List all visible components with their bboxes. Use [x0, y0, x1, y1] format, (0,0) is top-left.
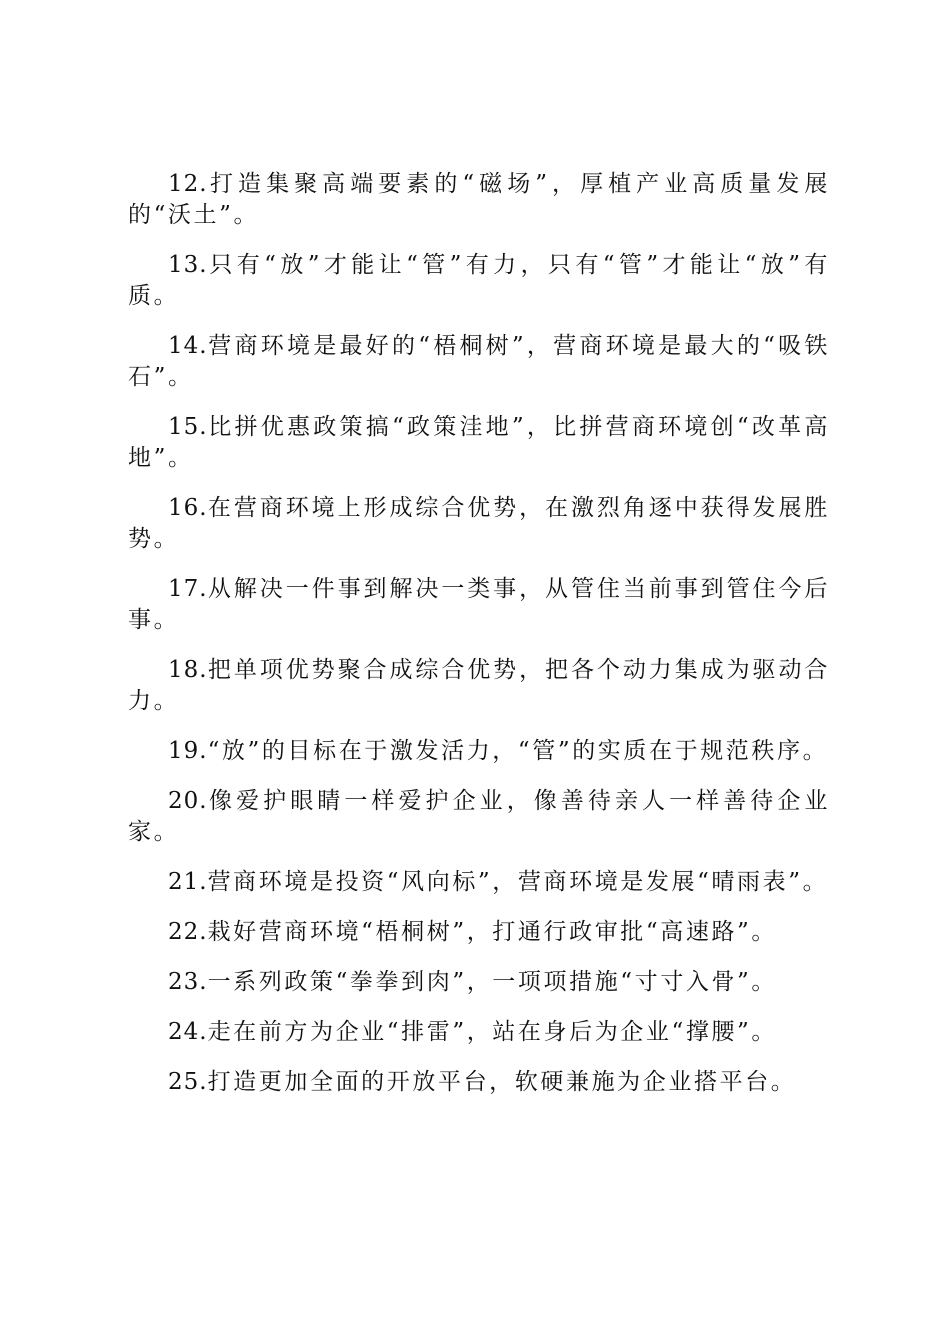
- list-item: [128, 412, 830, 474]
- list-item: [128, 736, 830, 767]
- list-item: [128, 169, 830, 231]
- list-item: [128, 655, 830, 717]
- list-item: [128, 493, 830, 555]
- item-number: 18.: [168, 657, 208, 683]
- item-number: 13.: [168, 252, 208, 278]
- item-text: 走在前方为企业“排雷”，站在身后为企业“撑腰”。: [207, 1019, 778, 1045]
- list-item: [128, 574, 830, 636]
- item-number: 19.: [168, 738, 208, 764]
- document-body: [128, 169, 830, 1098]
- item-text: 从解决一件事到解决一类事，从管住当前事到管住今后事。: [128, 576, 830, 633]
- list-item: [128, 250, 830, 312]
- item-number: 12.: [168, 171, 208, 197]
- item-text: 在营商环境上形成综合优势，在激烈角逐中获得发展胜势。: [128, 495, 830, 552]
- item-number: 25.: [168, 1069, 208, 1095]
- item-text: 一系列政策“拳拳到肉”，一项项措施“寸寸入骨”。: [207, 969, 778, 995]
- item-text: “放”的目标在于激发活力，“管”的实质在于规范秩序。: [207, 738, 829, 764]
- item-text: 打造更加全面的开放平台，软硬兼施为企业搭平台。: [207, 1069, 797, 1095]
- item-text: 营商环境是最好的“梧桐树”，营商环境是最大的“吸铁石”。: [128, 333, 830, 390]
- item-number: 24.: [168, 1019, 208, 1045]
- list-item: [128, 786, 830, 848]
- item-number: 15.: [168, 414, 208, 440]
- list-item: [128, 1017, 830, 1048]
- list-item: [128, 1067, 830, 1098]
- item-number: 22.: [168, 919, 208, 945]
- list-item: [128, 867, 830, 898]
- item-text: 只有“放”才能让“管”有力，只有“管”才能让“放”有质。: [128, 252, 830, 309]
- item-number: 14.: [168, 333, 208, 359]
- list-item: [128, 917, 830, 948]
- list-item: [128, 967, 830, 998]
- list-item: [128, 331, 830, 393]
- item-number: 23.: [168, 969, 208, 995]
- item-number: 20.: [168, 788, 208, 814]
- item-text: 打造集聚高端要素的“磁场”，厚植产业高质量发展的“沃土”。: [128, 171, 830, 228]
- item-text: 比拼优惠政策搞“政策洼地”，比拼营商环境创“改革高地”。: [128, 414, 830, 471]
- item-number: 17.: [168, 576, 208, 602]
- item-text: 栽好营商环境“梧桐树”，打通行政审批“高速路”。: [207, 919, 778, 945]
- item-text: 营商环境是投资“风向标”，营商环境是发展“晴雨表”。: [207, 869, 829, 895]
- item-number: 21.: [168, 869, 208, 895]
- item-text: 像爱护眼睛一样爱护企业，像善待亲人一样善待企业家。: [128, 788, 830, 845]
- item-text: 把单项优势聚合成综合优势，把各个动力集成为驱动合力。: [128, 657, 830, 714]
- item-number: 16.: [168, 495, 208, 521]
